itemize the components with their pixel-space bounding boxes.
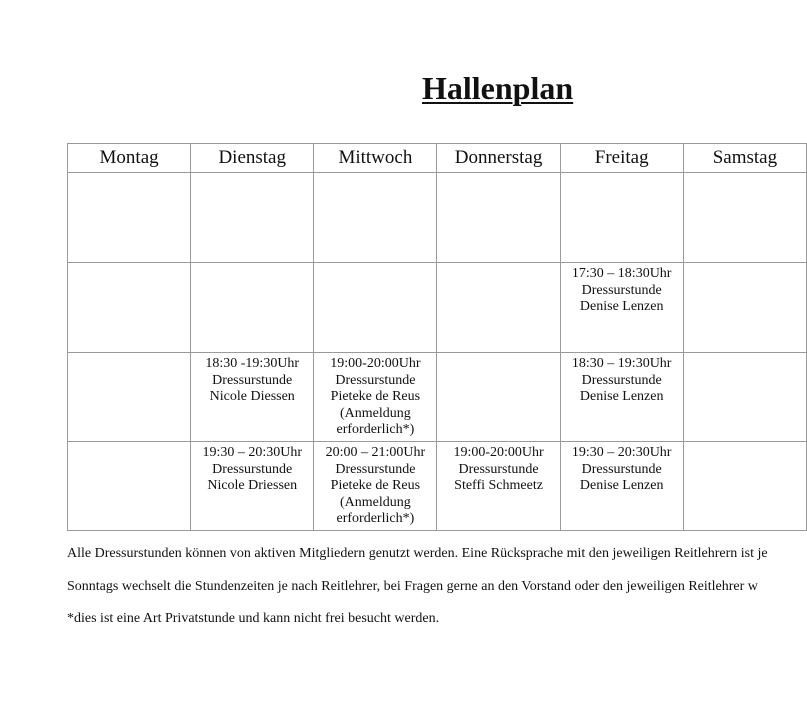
schedule-cell	[437, 263, 560, 353]
cell-line: 19:30 – 20:30Uhr	[571, 445, 672, 460]
cell-line: Steffi Schmeetz	[454, 478, 543, 493]
cell-line: Dressurstunde	[212, 372, 293, 388]
cell-line: Pieteke de Reus	[330, 478, 421, 493]
schedule-cell	[191, 263, 314, 353]
schedule-row	[68, 263, 807, 353]
schedule-cell	[437, 442, 560, 531]
note-usage: Alle Dressurstunden können von aktiven Mitgliedern genutzt werden. Eine Rücksprache mit den jeweiligen Reitlehrern ist je	[67, 546, 768, 561]
cell-line: Dressurstunde	[581, 461, 662, 477]
cell-line: Dressurstunde	[581, 372, 662, 388]
cell-line: Nicole Driessen	[207, 478, 298, 493]
schedule-table	[67, 143, 807, 531]
day-header: Samstag	[683, 144, 806, 173]
schedule-cell	[683, 353, 806, 442]
day-header: Montag	[68, 144, 191, 173]
schedule-body	[68, 173, 807, 531]
schedule-cell	[683, 263, 806, 353]
schedule-row	[68, 353, 807, 442]
schedule-cell	[437, 173, 560, 263]
cell-line: Dressurstunde	[581, 282, 662, 298]
schedule-cell	[314, 442, 437, 531]
schedule-cell	[68, 353, 191, 442]
schedule-cell	[191, 442, 314, 531]
cell-line: 18:30 – 19:30Uhr	[571, 356, 672, 371]
cell-line: (Anmeldung	[340, 405, 411, 421]
schedule-row	[68, 442, 807, 531]
cell-line: 19:00-20:00Uhr	[330, 356, 421, 371]
cell-line: Nicole Diessen	[209, 389, 295, 404]
day-header: Freitag	[560, 144, 683, 173]
cell-line: (Anmeldung	[340, 494, 411, 510]
schedule-table-container	[67, 143, 778, 531]
cell-line: erforderlich*)	[336, 511, 415, 526]
schedule-cell	[560, 442, 683, 531]
schedule-cell	[683, 442, 806, 531]
cell-line: 19:00-20:00Uhr	[453, 445, 544, 460]
schedule-row	[68, 173, 807, 263]
note-sunday: Sonntags wechselt die Stundenzeiten je nach Reitlehrer, bei Fragen gerne an den Vorstand oder den jeweiligen Reitlehrer w	[67, 579, 758, 594]
cell-line: 18:30 -19:30Uhr	[205, 356, 300, 371]
cell-line: Denise Lenzen	[579, 389, 664, 404]
cell-line: erforderlich*)	[336, 422, 415, 437]
schedule-cell	[560, 263, 683, 353]
schedule-cell	[560, 353, 683, 442]
cell-line: 20:00 – 21:00Uhr	[325, 445, 426, 460]
day-header: Dienstag	[191, 144, 314, 173]
cell-line: Dressurstunde	[335, 372, 416, 388]
page-title: Hallenplan	[422, 70, 574, 106]
schedule-cell	[191, 353, 314, 442]
schedule-cell	[68, 173, 191, 263]
day-header: Donnerstag	[437, 144, 560, 173]
note-footnote: *dies ist eine Art Privatstunde und kann nicht frei besucht werden.	[67, 611, 440, 626]
cell-line: 17:30 – 18:30Uhr	[571, 266, 672, 281]
cell-line: 19:30 – 20:30Uhr	[202, 445, 303, 460]
schedule-cell	[683, 173, 806, 263]
cell-line: Dressurstunde	[335, 461, 416, 477]
schedule-cell	[68, 442, 191, 531]
cell-line: Dressurstunde	[212, 461, 293, 477]
cell-line: Pieteke de Reus	[330, 389, 421, 404]
day-header: Mittwoch	[314, 144, 437, 173]
schedule-cell	[191, 173, 314, 263]
schedule-cell	[314, 173, 437, 263]
schedule-cell	[314, 353, 437, 442]
schedule-cell	[560, 173, 683, 263]
schedule-cell	[437, 353, 560, 442]
cell-line: Denise Lenzen	[579, 299, 664, 314]
cell-line: Denise Lenzen	[579, 478, 664, 493]
cell-line: Dressurstunde	[458, 461, 539, 477]
schedule-cell	[68, 263, 191, 353]
schedule-cell	[314, 263, 437, 353]
header-row	[68, 144, 807, 173]
